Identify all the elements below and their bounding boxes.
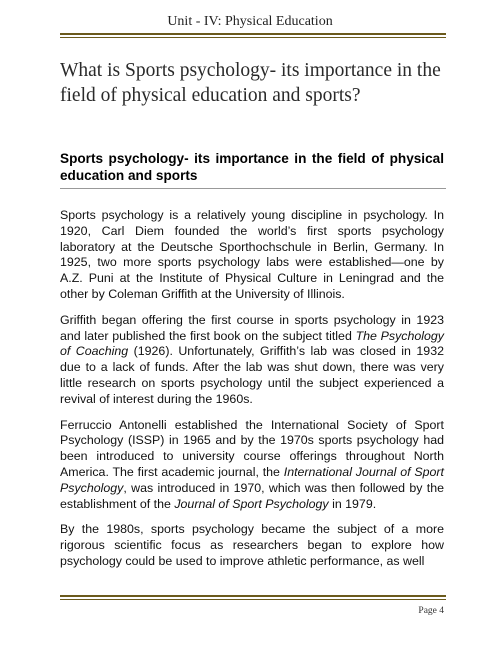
footer-divider-thin: [60, 599, 446, 600]
chapter-question: What is Sports psychology- its importance in the field of physical education and sports?: [60, 60, 441, 106]
paragraph-3: [60, 418, 444, 513]
paragraph-4: [60, 522, 444, 569]
paragraph-3-text: Ferruccio Antonelli established the International Society of Sport Psychology (ISSP) in 1965 and by the 1970s sports psychology had been introduced to university course offerings throughout North America. The first academic journal, the: [60, 417, 444, 479]
paragraph-2-text: Griffith began offering the first course in sports psychology in 1923 and later published the first book on the subject titled: [60, 312, 444, 343]
paragraph-2: [60, 313, 444, 408]
body-text: [60, 208, 444, 580]
paragraph-3-text-end: in 1979.: [328, 496, 377, 511]
running-header: Unit - IV: Physical Education: [167, 14, 333, 29]
paragraph-2-text-cont: (1926). Unfortunately, Griffith’s lab was closed in 1932 due to a lack of funds. After the lab was shut down, there was very little research on sports psychology until the subject experienced a revival of interest during the 1960s.: [60, 344, 444, 406]
header-divider: [60, 33, 446, 35]
paragraph-1: [60, 208, 444, 303]
paragraph-1-text: Sports psychology is a relatively young discipline in psychology. In 1920, Carl Diem founded the world’s first sports psychology laboratory at the Deutsche Sporthochschule in Berlin, Germany. In 1925, two more sports psychology labs were established—one by A.Z. Puni at the Institute of Physical Culture in Leningrad and the other by Coleman Griffith at the University of Illinois.: [60, 208, 444, 301]
footer-divider: [60, 595, 446, 597]
journal-title-2: Journal of Sport Psychology: [174, 496, 329, 511]
journal-title-1: International Journal of Sport Psychology: [60, 464, 444, 495]
paragraph-3-text-cont: , was introduced in 1970, which was then followed by the establishment of the: [60, 480, 444, 511]
header-divider-thin: [60, 37, 446, 38]
section-heading: Sports psychology- its importance in the field of physical education and sports: [60, 151, 444, 183]
paragraph-4-text: By the 1980s, sports psychology became the subject of a more rigorous scientific focus as researchers began to explore how psychology could be used to improve athletic performance, as well: [60, 522, 444, 568]
book-title: The Psychology of Coaching: [60, 328, 444, 359]
page-number: Page 4: [418, 606, 444, 616]
section-divider: [60, 188, 446, 189]
